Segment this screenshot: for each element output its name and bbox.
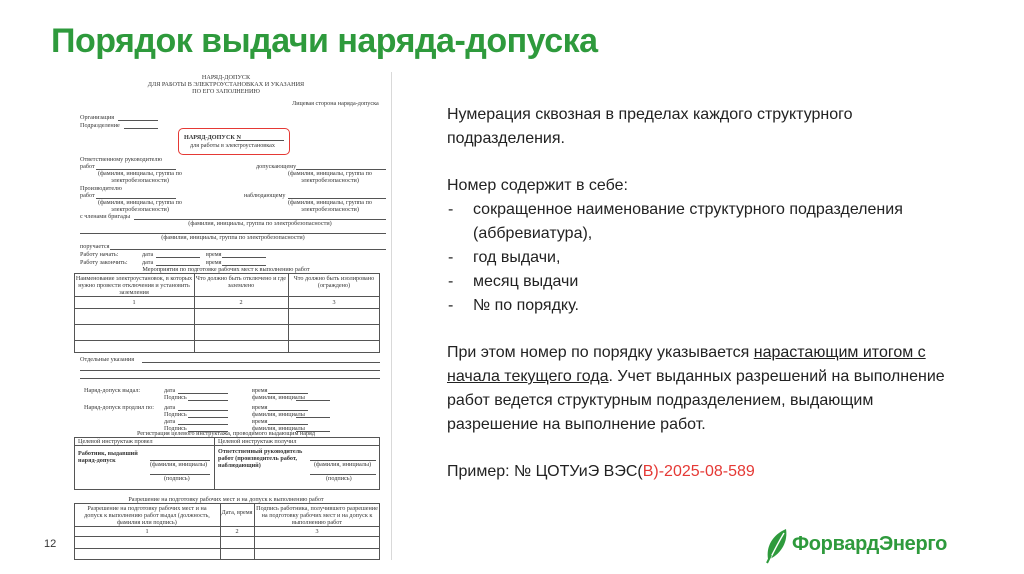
list-item: - № по порядку. [447,294,967,318]
form-measures-title: Мероприятия по подготовке рабочих мест к выполнению работ [142,266,310,273]
form-elsafety-1: электробезопасности) [111,177,169,184]
resp-fio: (фамилия, инициалы) [314,461,372,468]
example-prefix: Пример: № ЦОТУиЭ ВЭС( [447,463,643,480]
resp-line3: наблюдающий) [218,462,261,469]
form-date-1: дата [142,251,154,258]
perm-n1: 1 [145,528,149,535]
measures-col3-line2: (ограждено) [317,282,351,289]
list-item: - сокращенное наименование структурного подразделения (аббревиатура), [447,198,967,246]
perm-n3: 3 [315,528,319,535]
perm-col1-line3: фамилия или подпись) [117,519,177,526]
list-item: - год выдачи, [447,246,967,270]
numbering-paragraph: Нумерация сквозная в пределах каждого структурного подразделения. [447,106,853,147]
form-responsible-manager: Ответственному руководителю [80,156,163,163]
form-ext-signature-1: Подпись [164,411,187,418]
permit-form-scan [60,72,392,560]
perm-col3-line3: выполнению работ [291,519,343,526]
issuer-fio: (фамилия, инициалы) [150,461,208,468]
form-elsafety-4: электробезопасности) [301,206,359,213]
form-header-line2: ДЛЯ РАБОТЫ В ЭЛЕКТРОУСТАНОВКАХ И УКАЗАНИЯ [147,81,305,88]
form-ext-time-1: время [252,404,268,411]
body-text [447,103,967,484]
form-date-2: дата [142,259,154,266]
form-assigned: поручается [80,243,110,250]
accounting-underlined: нарастающим итогом с начала текущего года [447,344,926,385]
briefing-received: Целевой инструктаж получил [218,438,297,445]
form-ext-time-2: время [252,418,268,425]
form-issued: Наряд-допуск выдал: [84,387,141,394]
slide-title: Порядок выдачи наряда-допуска [51,22,598,60]
form-elsafety-2: электробезопасности) [301,177,359,184]
form-fio-group-full-2: (фамилия, инициалы, группа по электробезопасности) [161,234,305,241]
measures-col1-line2: нужно провести отключения и установить [78,282,190,289]
form-division: Подразделение [80,122,120,129]
resp-line2: работ (производитель работ, [218,455,298,462]
form-producer: Производителю [80,185,122,192]
measures-col2-line2: заземлено [227,282,255,289]
page-number: 12 [44,538,57,550]
form-issued-fio: фамилия, инициалы [252,394,305,401]
perm-col1-line2: допуск к выполнению работ выдал (должность, [84,512,210,519]
form-time-1: время [206,251,222,258]
perm-col1-line1: Разрешение на подготовку рабочих мест и на [87,505,207,512]
form-admitting: допускающему [256,163,297,170]
form-observer: наблюдающему [244,192,286,199]
briefing-title: Регистрация целевого инструктажа, проводимого выдающим наряд [136,430,316,437]
measures-n1: 1 [132,299,136,306]
form-with-team: с членами бригады [80,213,131,220]
form-issued-signature: Подпись [164,394,187,401]
issuer-line1: Работник, выдавший [78,450,138,457]
form-ext-fio-2: фамилия, инициалы [252,425,305,432]
form-special: Отдельные указания [80,356,135,363]
form-permit-for: для работы в электроустановках [190,142,275,149]
accounting-text-2: . Учет выданных разрешений на выполнение работ ведется структурным подразделением, выдающим разрешение на выполнение работ. [447,368,945,433]
form-finish-work: Работу закончить: [80,259,128,266]
measures-n2: 2 [239,299,243,306]
form-fio-group-3: (фамилия, инициалы, группа по [97,199,183,206]
permission-title: Разрешение на подготовку рабочих мест и на допуск к выполнению работ [128,496,324,503]
resp-line1: Ответственный руководитель [218,448,303,455]
perm-col2: Дата, время [221,509,253,516]
company-logo [762,525,982,565]
example-highlight: В)-2025-08-589 [642,463,755,480]
issuer-line2: наряд-допуск [78,457,116,464]
form-header-line3: ПО ЕГО ЗАПОЛНЕНИЮ [192,88,260,95]
issuer-signature: (подпись) [164,475,190,482]
form-fio-group-full-1: (фамилия, инициалы, группа по электробезопасности) [188,220,332,227]
form-ext-date-2: дата [164,418,176,425]
form-ext-date-1: дата [164,404,176,411]
accounting-paragraph [447,341,967,437]
form-start-work: Работу начать: [80,251,119,258]
form-ext-signature-2: Подпись [164,425,187,432]
number-parts-list [447,198,967,318]
leaf-icon [762,525,792,565]
list-item: - месяц выдачи [447,270,967,294]
form-extended: Наряд-допуск продлил по: [84,404,154,411]
perm-n2: 2 [235,528,239,535]
form-elsafety-3: электробезопасности) [111,206,169,213]
logo-text: ФорвардЭнерго [792,533,948,555]
form-works: работ [80,163,95,170]
form-issued-date: дата [164,387,176,394]
form-front-side: Лицевая сторона наряда-допуска [292,100,379,107]
resp-signature: (подпись) [326,475,352,482]
measures-col1-line3: заземления [119,289,149,296]
form-fio-group-1: (фамилия, инициалы, группа по [97,170,183,177]
form-issued-time: время [252,387,268,394]
measures-col1-line1: Наименование электроустановок, в которых [75,275,193,282]
form-works-2: работ [80,192,95,199]
form-header-line1: НАРЯД-ДОПУСК [201,74,251,81]
form-ext-fio-1: фамилия, инициалы [252,411,305,418]
measures-col2-line1: Что должно быть отключено и где [195,275,287,282]
perm-col3-line1: Подпись работника, получившего разрешение [256,505,378,512]
measures-n3: 3 [332,299,336,306]
form-fio-group-2: (фамилия, инициалы, группа по [287,170,373,177]
example-paragraph [447,460,967,484]
form-fio-group-4: (фамилия, инициалы, группа по [287,199,373,206]
perm-col3-line2: на подготовку рабочих мест и на допуск к [261,512,373,519]
form-permit-no: НАРЯД-ДОПУСК N [184,134,241,141]
form-time-2: время [206,259,222,266]
accounting-text-1: При этом номер по порядку указывается [447,344,754,361]
briefing-held: Целевой инструктаж провел [78,438,153,445]
form-organization: Организация [80,114,115,121]
number-contains-intro: Номер содержит в себе: [447,177,628,194]
measures-col3-line1: Что должно быть изолировано [293,275,375,282]
